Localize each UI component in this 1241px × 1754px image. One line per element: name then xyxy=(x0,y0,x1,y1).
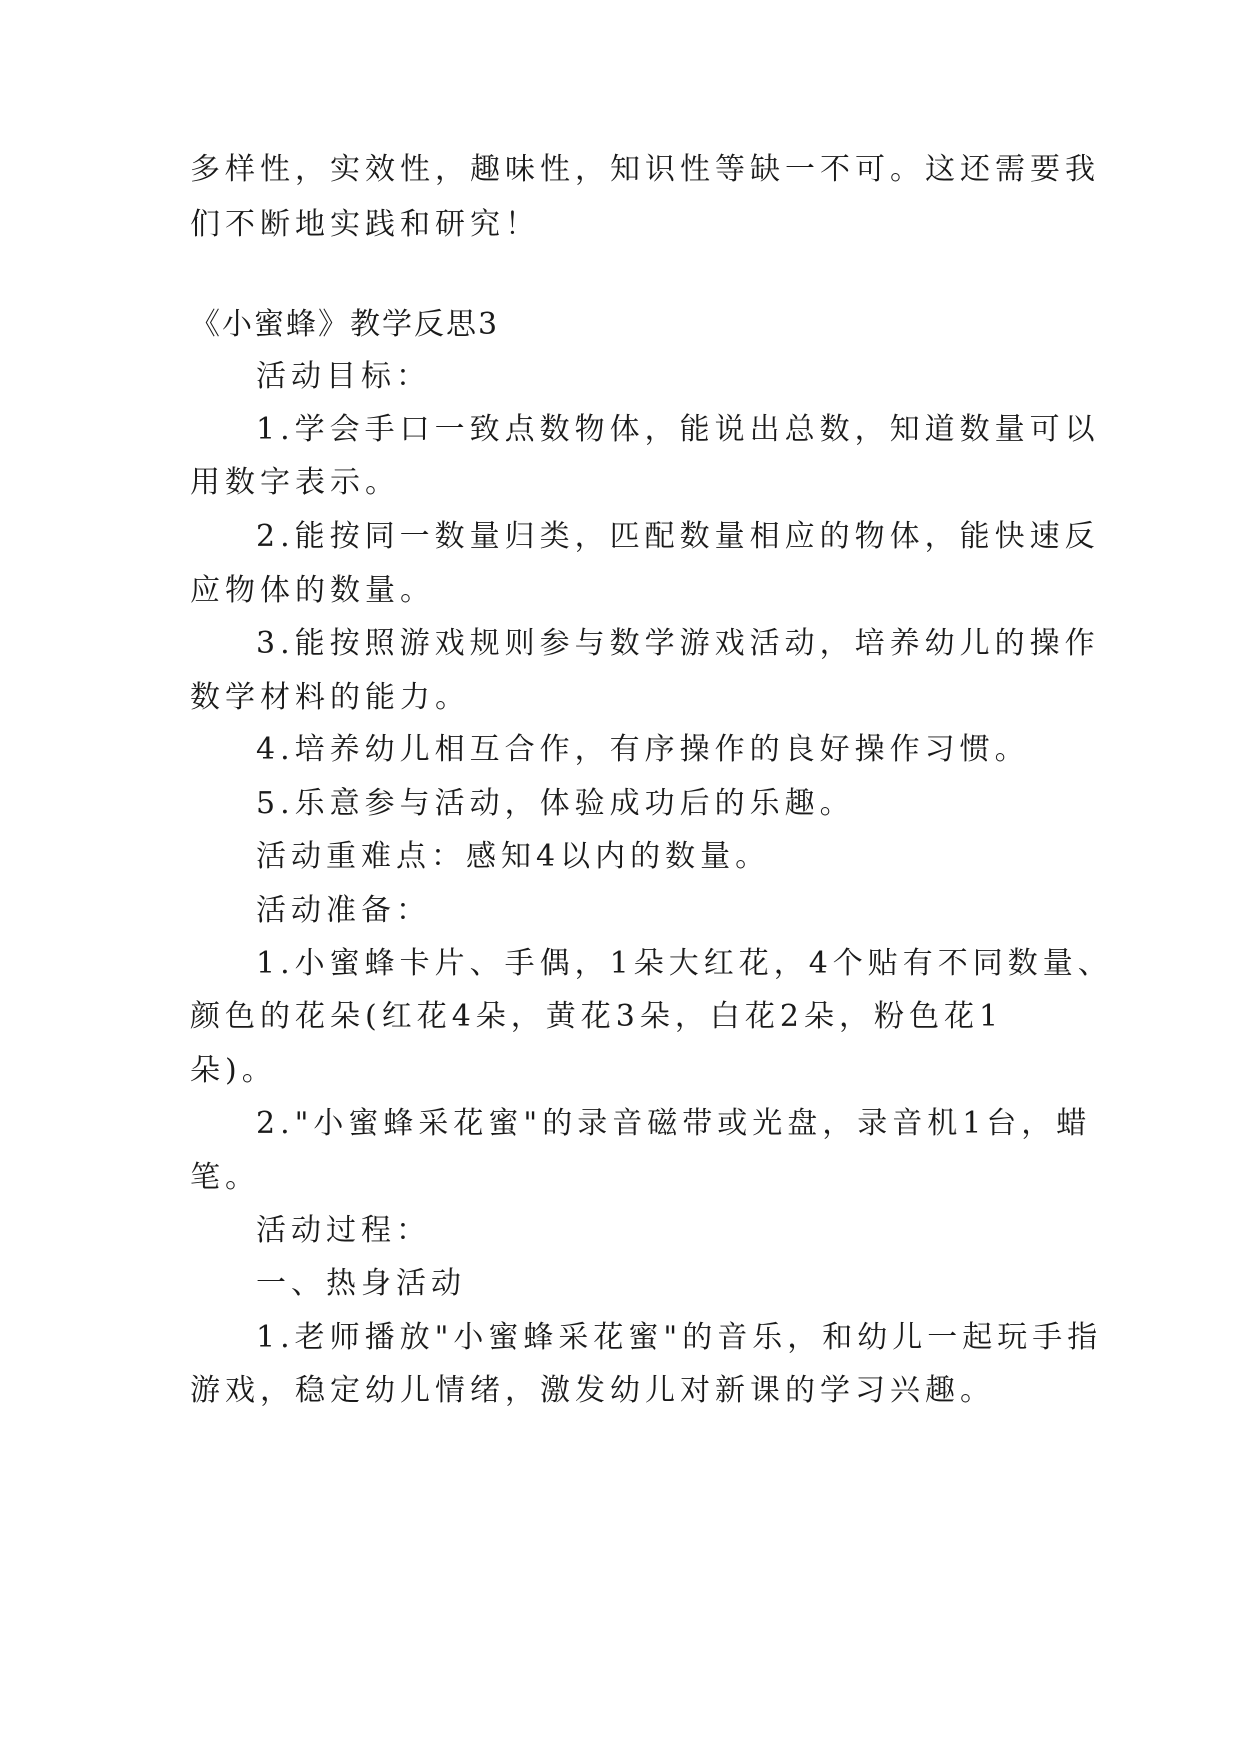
paragraph-line: 们不断地实践和研究！ xyxy=(190,207,540,242)
paragraph-line: 朵)。 xyxy=(190,1053,277,1088)
paragraph-line: 笔。 xyxy=(190,1160,260,1195)
paragraph-line: 5.乐意参与活动，体验成功后的乐趣。 xyxy=(256,786,855,821)
paragraph-line: 一、热身活动 xyxy=(256,1266,466,1301)
paragraph-line: 多样性，实效性，趣味性，知识性等缺一不可。这还需要我 xyxy=(190,152,1100,187)
paragraph-line: 颜色的花朵(红花4朵，黄花3朵，白花2朵，粉色花1 xyxy=(190,999,1004,1034)
paragraph-line: 2."小蜜蜂采花蜜"的录音磁带或光盘，录音机1台，蜡 xyxy=(256,1106,1092,1141)
paragraph-line: 活动重难点：感知4以内的数量。 xyxy=(256,839,771,874)
paragraph-line: 1.学会手口一致点数物体，能说出总数，知道数量可以 xyxy=(256,412,1100,447)
paragraph-line: 应物体的数量。 xyxy=(190,573,435,608)
paragraph-line: 活动目标： xyxy=(256,359,431,394)
section-heading: 《小蜜蜂》教学反思3 xyxy=(190,307,500,342)
paragraph-line: 1.老师播放"小蜜蜂采花蜜"的音乐，和幼儿一起玩手指 xyxy=(256,1320,1103,1355)
paragraph-line: 游戏，稳定幼儿情绪，激发幼儿对新课的学习兴趣。 xyxy=(190,1373,995,1408)
paragraph-line: 2.能按同一数量归类，匹配数量相应的物体，能快速反 xyxy=(256,519,1100,554)
paragraph-line: 用数字表示。 xyxy=(190,465,400,500)
paragraph-line: 数学材料的能力。 xyxy=(190,680,470,715)
paragraph-line: 活动准备： xyxy=(256,893,431,928)
paragraph-line: 1.小蜜蜂卡片、手偶，1朵大红花，4个贴有不同数量、 xyxy=(256,946,1113,981)
paragraph-line: 3.能按照游戏规则参与数学游戏活动，培养幼儿的操作 xyxy=(256,626,1100,661)
paragraph-line: 活动过程： xyxy=(256,1213,431,1248)
paragraph-line: 4.培养幼儿相互合作，有序操作的良好操作习惯。 xyxy=(256,732,1030,767)
